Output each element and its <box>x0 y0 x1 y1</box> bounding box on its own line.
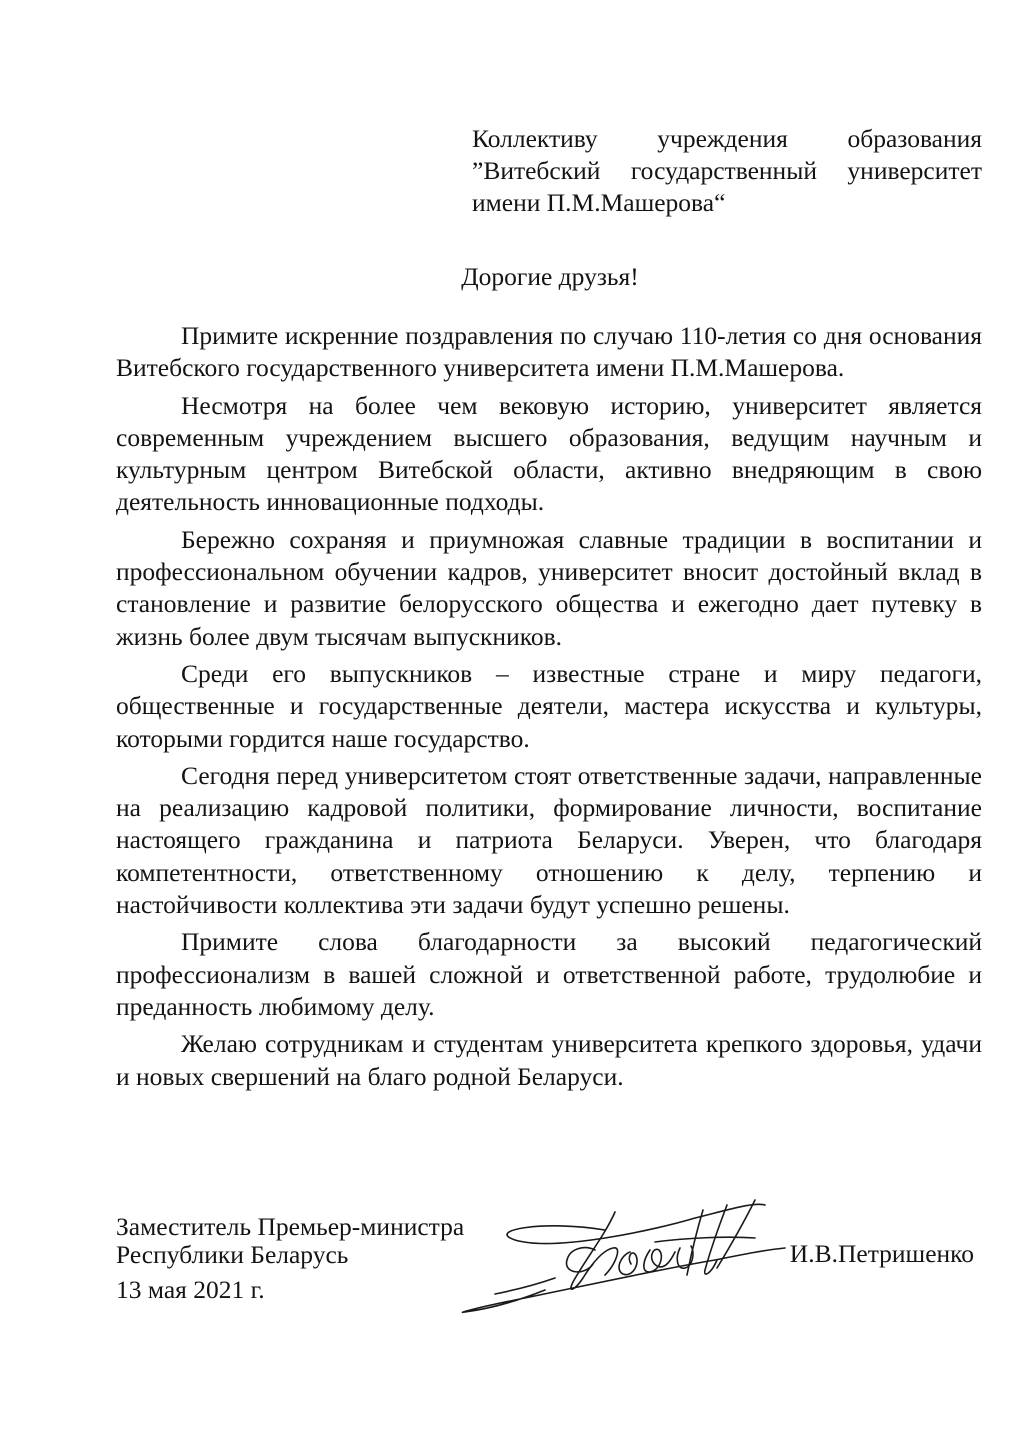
greeting: Дорогие друзья! <box>461 262 639 291</box>
body-paragraph: Несмотря на более чем вековую историю, университет является современным учреждением высшего образования, ведущим научным и культурным центром Витебской области, активно внедряющим в свою деятельность инновационные подходы. <box>116 390 982 517</box>
body-paragraph: Желаю сотрудникам и студентам университета крепкого здоровья, удачи и новых свершений на благо родной Беларуси. <box>116 1029 982 1091</box>
signatory-position-line: Заместитель Премьер-министра <box>116 1212 465 1241</box>
signature-block <box>116 1213 982 1333</box>
addressee-line: ”Витебский государственный университет <box>472 156 982 185</box>
signatory-position-line: Республики Беларусь <box>116 1240 349 1269</box>
signatory-position <box>116 1213 464 1269</box>
body-paragraph: Бережно сохраняя и приумножая славные традиции в воспитании и профессиональном обучении кадров, университет вносит достойный вклад в становление и развитие белорусского общества и ежегодно дает путевку в жизнь более двум тысячам выпускников. <box>116 524 982 651</box>
body-paragraph: Сегодня перед университетом стоят ответственные задачи, направленные на реализацию кадровой политики, формирование личности, воспитание настоящего гражданина и патриота Беларуси. Уверен, что благодаря компетентности, ответственному отношению к делу, терпению и настойчивости коллектива эти задачи будут успешно решены. <box>116 760 982 920</box>
body-paragraph: Примите слова благодарности за высокий педагогический профессионализм в вашей сложной и ответственной работе, трудолюбие и преданность любимому делу. <box>116 927 982 1021</box>
body-paragraph: Примите искренние поздравления по случаю 110-летия со дня основания Витебского государственного университета имени П.М.Машерова. <box>116 321 982 383</box>
signatory-name: И.В.Петришенко <box>789 1239 974 1268</box>
letter-date: 13 мая 2021 г. <box>116 1275 265 1304</box>
addressee-line: Коллективу учреждения образования <box>472 124 982 153</box>
addressee-block <box>472 123 982 219</box>
letter-body <box>116 320 982 1093</box>
addressee-line: имени П.М.Машерова“ <box>472 188 726 217</box>
body-paragraph: Среди его выпускников – известные стране и миру педагоги, общественные и государственные деятели, мастера искусства и культуры, которыми гордится наше государство. <box>116 658 982 753</box>
